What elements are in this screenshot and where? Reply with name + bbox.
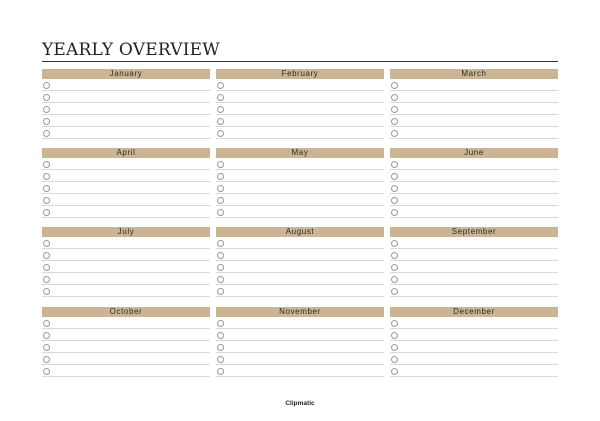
task-line[interactable] (216, 182, 384, 194)
task-line[interactable] (42, 115, 210, 127)
checkbox-circle-icon[interactable] (217, 197, 224, 204)
checkbox-circle-icon[interactable] (43, 332, 50, 339)
checkbox-circle-icon[interactable] (43, 209, 50, 216)
checkbox-circle-icon[interactable] (391, 161, 398, 168)
checkbox-circle-icon[interactable] (217, 368, 224, 375)
checkbox-circle-icon[interactable] (217, 240, 224, 247)
checkbox-circle-icon[interactable] (391, 356, 398, 363)
task-line[interactable] (216, 353, 384, 365)
brand-logo: Clipmatic (285, 400, 315, 407)
checkbox-circle-icon[interactable] (391, 320, 398, 327)
task-line[interactable] (216, 261, 384, 273)
checkbox-circle-icon[interactable] (391, 173, 398, 180)
title-divider (42, 61, 558, 62)
task-list (42, 237, 210, 297)
checkbox-circle-icon[interactable] (217, 264, 224, 271)
task-line[interactable] (42, 79, 210, 91)
task-line[interactable] (216, 103, 384, 115)
checkbox-circle-icon[interactable] (217, 356, 224, 363)
checkbox-circle-icon[interactable] (391, 368, 398, 375)
checkbox-circle-icon[interactable] (217, 82, 224, 89)
checkbox-circle-icon[interactable] (391, 185, 398, 192)
task-line[interactable] (390, 341, 558, 353)
checkbox-circle-icon[interactable] (43, 320, 50, 327)
checkbox-circle-icon[interactable] (43, 118, 50, 125)
checkbox-circle-icon[interactable] (391, 94, 398, 101)
task-line[interactable] (390, 273, 558, 285)
task-line[interactable] (42, 194, 210, 206)
checkbox-circle-icon[interactable] (217, 130, 224, 137)
task-line[interactable] (216, 341, 384, 353)
checkbox-circle-icon[interactable] (43, 252, 50, 259)
task-line[interactable] (42, 206, 210, 218)
checkbox-circle-icon[interactable] (391, 130, 398, 137)
task-list (216, 317, 384, 377)
month-header: November (216, 307, 384, 317)
checkbox-circle-icon[interactable] (217, 344, 224, 351)
task-line[interactable] (42, 127, 210, 139)
month-block-march (390, 69, 558, 139)
month-header: May (216, 148, 384, 158)
month-header: October (42, 307, 210, 317)
checkbox-circle-icon[interactable] (217, 173, 224, 180)
checkbox-circle-icon[interactable] (217, 106, 224, 113)
month-header: January (42, 69, 210, 79)
checkbox-circle-icon[interactable] (43, 185, 50, 192)
task-line[interactable] (216, 317, 384, 329)
checkbox-circle-icon[interactable] (43, 94, 50, 101)
task-line[interactable] (390, 329, 558, 341)
checkbox-circle-icon[interactable] (391, 197, 398, 204)
task-line[interactable] (390, 194, 558, 206)
month-header: August (216, 227, 384, 237)
task-line[interactable] (216, 91, 384, 103)
task-line[interactable] (42, 103, 210, 115)
task-line[interactable] (42, 158, 210, 170)
checkbox-circle-icon[interactable] (217, 161, 224, 168)
month-block-november (216, 307, 384, 377)
checkbox-circle-icon[interactable] (391, 344, 398, 351)
checkbox-circle-icon[interactable] (391, 252, 398, 259)
task-line[interactable] (216, 365, 384, 377)
checkbox-circle-icon[interactable] (43, 356, 50, 363)
checkbox-circle-icon[interactable] (217, 252, 224, 259)
month-block-july (42, 227, 210, 297)
checkbox-circle-icon[interactable] (391, 288, 398, 295)
task-line[interactable] (390, 249, 558, 261)
checkbox-circle-icon[interactable] (391, 240, 398, 247)
checkbox-circle-icon[interactable] (43, 240, 50, 247)
checkbox-circle-icon[interactable] (217, 118, 224, 125)
task-line[interactable] (390, 261, 558, 273)
task-list (216, 158, 384, 218)
checkbox-circle-icon[interactable] (391, 106, 398, 113)
task-line[interactable] (216, 285, 384, 297)
month-block-august (216, 227, 384, 297)
month-block-may (216, 148, 384, 218)
task-line[interactable] (42, 353, 210, 365)
task-line[interactable] (390, 115, 558, 127)
checkbox-circle-icon[interactable] (43, 264, 50, 271)
checkbox-circle-icon[interactable] (217, 94, 224, 101)
task-line[interactable] (390, 206, 558, 218)
task-line[interactable] (42, 273, 210, 285)
task-line[interactable] (390, 365, 558, 377)
task-list (42, 317, 210, 377)
month-block-february (216, 69, 384, 139)
task-line[interactable] (42, 182, 210, 194)
month-block-january (42, 69, 210, 139)
month-block-april (42, 148, 210, 218)
task-line[interactable] (390, 237, 558, 249)
task-list (216, 237, 384, 297)
task-line[interactable] (390, 127, 558, 139)
checkbox-circle-icon[interactable] (217, 276, 224, 283)
month-header: June (390, 148, 558, 158)
task-list (390, 158, 558, 218)
checkbox-circle-icon[interactable] (43, 130, 50, 137)
task-line[interactable] (42, 91, 210, 103)
task-line[interactable] (390, 103, 558, 115)
checkbox-circle-icon[interactable] (391, 118, 398, 125)
checkbox-circle-icon[interactable] (217, 332, 224, 339)
task-line[interactable] (390, 91, 558, 103)
task-line[interactable] (216, 158, 384, 170)
task-line[interactable] (42, 249, 210, 261)
task-line[interactable] (390, 79, 558, 91)
checkbox-circle-icon[interactable] (43, 276, 50, 283)
checkbox-circle-icon[interactable] (43, 368, 50, 375)
checkbox-circle-icon[interactable] (391, 209, 398, 216)
checkbox-circle-icon[interactable] (43, 173, 50, 180)
task-line[interactable] (42, 317, 210, 329)
task-list (390, 237, 558, 297)
checkbox-circle-icon[interactable] (217, 320, 224, 327)
task-line[interactable] (42, 365, 210, 377)
task-line[interactable] (216, 206, 384, 218)
month-header: February (216, 69, 384, 79)
checkbox-circle-icon[interactable] (217, 185, 224, 192)
checkbox-circle-icon[interactable] (391, 264, 398, 271)
month-header: September (390, 227, 558, 237)
task-line[interactable] (390, 353, 558, 365)
task-line[interactable] (216, 170, 384, 182)
month-header: July (42, 227, 210, 237)
month-header: March (390, 69, 558, 79)
task-line[interactable] (216, 127, 384, 139)
month-block-december (390, 307, 558, 377)
task-line[interactable] (42, 170, 210, 182)
task-line[interactable] (42, 237, 210, 249)
checkbox-circle-icon[interactable] (391, 332, 398, 339)
task-line[interactable] (216, 115, 384, 127)
task-line[interactable] (42, 285, 210, 297)
task-list (216, 79, 384, 139)
checkbox-circle-icon[interactable] (391, 82, 398, 89)
month-block-october (42, 307, 210, 377)
task-line[interactable] (390, 170, 558, 182)
task-list (390, 79, 558, 139)
checkbox-circle-icon[interactable] (43, 344, 50, 351)
task-line[interactable] (390, 285, 558, 297)
task-line[interactable] (42, 261, 210, 273)
task-line[interactable] (216, 237, 384, 249)
task-line[interactable] (390, 317, 558, 329)
checkbox-circle-icon[interactable] (43, 82, 50, 89)
checkbox-circle-icon[interactable] (43, 197, 50, 204)
task-line[interactable] (390, 158, 558, 170)
month-block-september (390, 227, 558, 297)
month-block-june (390, 148, 558, 218)
checkbox-circle-icon[interactable] (217, 288, 224, 295)
task-line[interactable] (216, 249, 384, 261)
task-line[interactable] (216, 329, 384, 341)
checkbox-circle-icon[interactable] (391, 276, 398, 283)
task-line[interactable] (216, 273, 384, 285)
page-title: YEARLY OVERVIEW (42, 40, 220, 60)
checkbox-circle-icon[interactable] (217, 209, 224, 216)
month-header: December (390, 307, 558, 317)
task-list (390, 317, 558, 377)
task-line[interactable] (390, 182, 558, 194)
month-header: April (42, 148, 210, 158)
task-line[interactable] (216, 194, 384, 206)
task-line[interactable] (42, 341, 210, 353)
task-list (42, 79, 210, 139)
task-list (42, 158, 210, 218)
task-line[interactable] (42, 329, 210, 341)
checkbox-circle-icon[interactable] (43, 161, 50, 168)
checkbox-circle-icon[interactable] (43, 106, 50, 113)
task-line[interactable] (216, 79, 384, 91)
checkbox-circle-icon[interactable] (43, 288, 50, 295)
